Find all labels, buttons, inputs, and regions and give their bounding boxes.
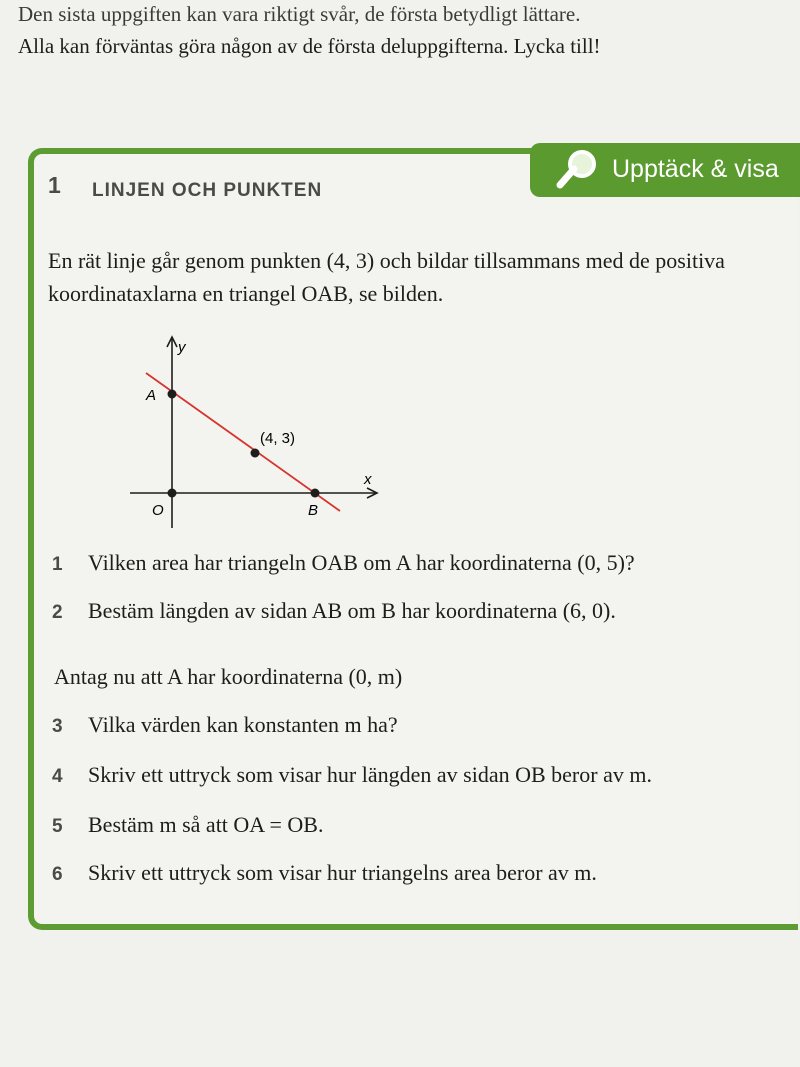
coordinate-diagram bbox=[120, 330, 390, 535]
magnifier-icon bbox=[552, 147, 602, 193]
question-number: 1 bbox=[52, 554, 63, 575]
assumption-text: Antag nu att A har koordinaterna (0, m) bbox=[54, 664, 403, 689]
question-number: 5 bbox=[52, 816, 63, 837]
point-4-3 bbox=[251, 449, 260, 458]
point-label: (4, 3) bbox=[260, 430, 296, 447]
point-O bbox=[168, 489, 177, 498]
upptack-visa-badge bbox=[530, 143, 800, 197]
question-6 bbox=[52, 860, 597, 886]
point-A bbox=[168, 390, 177, 399]
question-text: Vilka värden kan konstanten m ha? bbox=[88, 712, 398, 737]
question-number: 3 bbox=[52, 716, 63, 737]
y-axis-label: y bbox=[178, 339, 186, 356]
question-4 bbox=[52, 762, 652, 788]
question-text: Bestäm m så att OA = OB. bbox=[88, 812, 324, 837]
question-1 bbox=[52, 550, 635, 576]
label-O: O bbox=[152, 502, 164, 519]
problem-statement: En rät linje går genom punkten (4, 3) och bildar tillsammans med de positiva koordinataxlarna en triangel OAB, se bilden. bbox=[48, 248, 725, 306]
badge-label: Upptäck & visa bbox=[612, 155, 779, 183]
question-number: 6 bbox=[52, 864, 63, 885]
question-text: Vilken area har triangeln OAB om A har koordinaterna (0, 5)? bbox=[88, 550, 635, 575]
question-3 bbox=[52, 712, 398, 738]
question-number: 2 bbox=[52, 602, 63, 623]
label-A: A bbox=[146, 387, 157, 404]
point-B bbox=[311, 489, 320, 498]
label-B: B bbox=[308, 502, 319, 519]
question-text: Skriv ett uttryck som visar hur triangelns area beror av m. bbox=[88, 860, 597, 885]
intro-line-2: Alla kan förväntas göra någon av de första deluppgifterna. Lycka till! bbox=[18, 34, 601, 58]
task-number: 1 bbox=[48, 172, 61, 198]
question-5 bbox=[52, 812, 323, 838]
task-title: LINJEN OCH PUNKTEN bbox=[92, 180, 323, 201]
x-axis-label: x bbox=[364, 471, 372, 488]
question-number: 4 bbox=[52, 766, 63, 787]
question-2 bbox=[52, 598, 616, 624]
question-text: Bestäm längden av sidan AB om B har koordinaterna (6, 0). bbox=[88, 598, 616, 623]
intro-line-1: Den sista uppgiften kan vara riktigt svår, de första betydligt lättare. bbox=[18, 2, 581, 26]
question-text: Skriv ett uttryck som visar hur längden av sidan OB beror av m. bbox=[88, 762, 652, 787]
